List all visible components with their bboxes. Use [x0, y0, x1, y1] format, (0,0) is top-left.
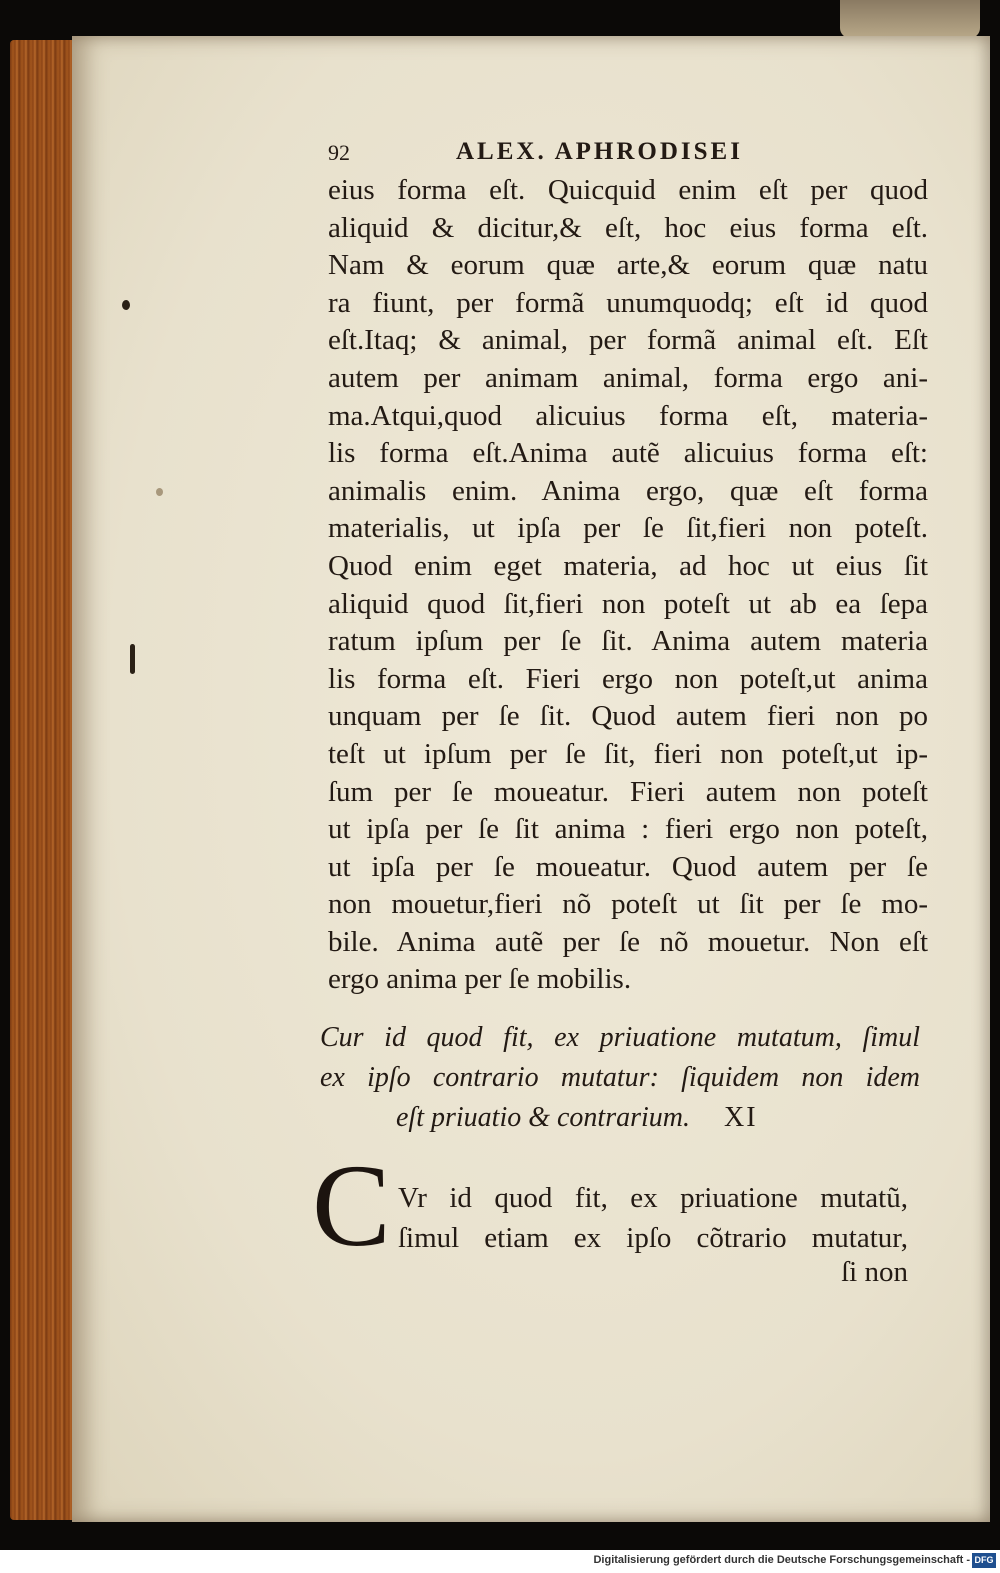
- running-title: ALEX. APHRODISEI: [456, 138, 743, 165]
- text-line: ra fiunt, per formã unumquodq; eſt id quod: [328, 286, 928, 319]
- heading-line-text: eſt priuatio & contrarium.: [396, 1102, 690, 1133]
- stain-spot: [156, 488, 163, 496]
- text-line: Quod enim eget materia, ad hoc ut eius ſit: [328, 549, 928, 582]
- text-line: non mouetur,fieri nõ poteſt ut ſit per ſe mo-: [328, 888, 928, 921]
- text-line: lis forma eſt. Fieri ergo non poteſt,ut anima: [328, 662, 928, 695]
- section-heading: [320, 1018, 920, 1138]
- book-fore-edge: [10, 40, 80, 1520]
- text-line: unquam per ſe ſit. Quod autem fieri non po: [328, 700, 928, 733]
- text-line: ma.Atqui,quod alicuius forma eſt, materia-: [328, 399, 928, 432]
- text-line: ſimul etiam ex ipſo cõtrario mutatur,: [398, 1222, 908, 1254]
- text-line: bile. Anima autẽ per ſe nõ mouetur. Non eſt: [328, 925, 928, 958]
- body-text: [328, 172, 928, 999]
- drop-cap-initial: C: [312, 1140, 391, 1271]
- footer-bar: [0, 1550, 1000, 1573]
- text-line: ut ipſa per ſe moueatur. Quod autem per ſe: [328, 850, 928, 883]
- funding-credit: Digitalisierung gefördert durch die Deutsche Forschungsgemeinschaft -: [593, 1554, 970, 1566]
- ink-mark: [130, 644, 135, 674]
- text-line: Vr id quod fit, ex priuatione mutatũ,: [398, 1182, 908, 1214]
- text-line: autem per animam animal, forma ergo ani-: [328, 361, 928, 394]
- text-line: materialis, ut ipſa per ſe ſit,fieri non poteſt.: [328, 512, 928, 545]
- text-line: lis forma eſt.Anima autẽ alicuius forma eſt:: [328, 437, 928, 470]
- heading-line: Cur id quod fit, ex priuatione mutatum, ſimul: [320, 1022, 920, 1053]
- dfg-logo-icon: DFG: [972, 1553, 996, 1568]
- text-line: ergo anima per ſe mobilis.: [328, 963, 632, 996]
- text-line: eſt.Itaq; & animal, per formã animal eſt. Eſt: [328, 324, 928, 357]
- text-line: Nam & eorum quæ arte,& eorum quæ natu: [328, 249, 928, 282]
- text-line: aliquid quod ſit,fieri non poteſt ut ab ea ſepa: [328, 587, 928, 620]
- ink-spot: [122, 300, 130, 310]
- text-line: animalis enim. Anima ergo, quæ eſt forma: [328, 474, 928, 507]
- text-line: ſum per ſe moueatur. Fieri autem non poteſt: [328, 775, 928, 808]
- text-line: aliquid & dicitur,& eſt, hoc eius forma eſt.: [328, 211, 928, 244]
- section-number: XI: [724, 1102, 758, 1133]
- text-line: ut ipſa per ſe ſit anima : fieri ergo non poteſt,: [328, 813, 928, 846]
- heading-line: ex ipſo contrario mutatur: ſiquidem non idem: [320, 1062, 920, 1093]
- heading-line-last: [320, 1098, 920, 1138]
- section-body-text: [398, 1178, 908, 1258]
- text-line: teſt ut ipſum per ſe ſit, fieri non poteſt,ut ip-: [328, 737, 928, 770]
- running-head: [328, 138, 918, 172]
- text-line: ratum ipſum per ſe ſit. Anima autem materia: [328, 625, 928, 658]
- book-top-edge: [840, 0, 980, 38]
- catchword: ſi non: [841, 1256, 908, 1288]
- text-line: eius forma eſt. Quicquid enim eſt per quod: [328, 174, 928, 206]
- page-number: 92: [328, 140, 350, 165]
